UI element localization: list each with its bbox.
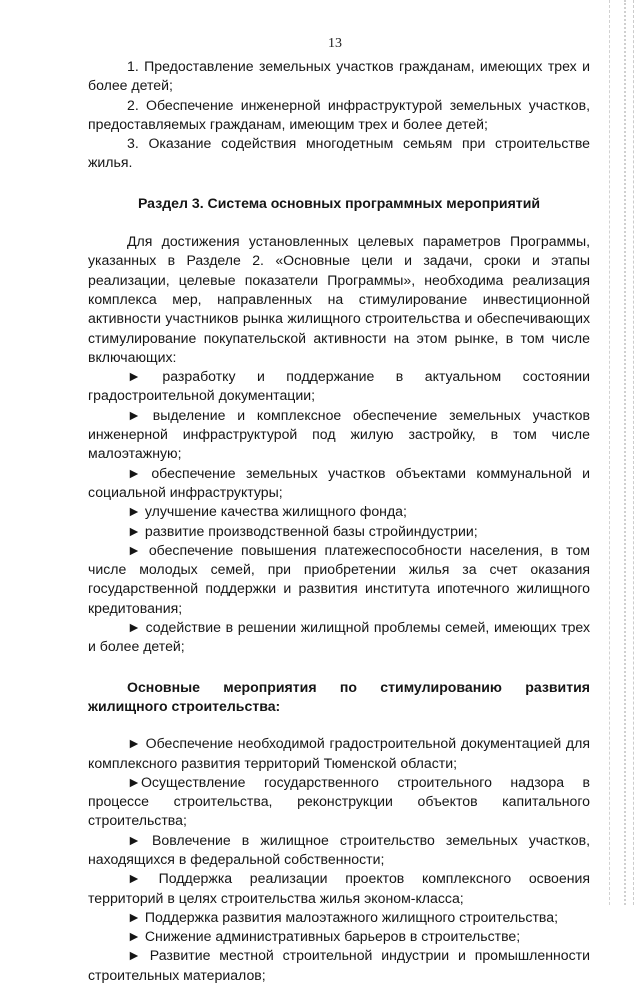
scan-edge-mark [609,0,610,905]
activity-item: ► Развитие местной строительной индустрии и промышленности строительных материалов; [88,947,590,983]
activity-item: ► Снижение административных барьеров в строительстве; [127,928,521,945]
intro-item: 3. Оказание содействия многодетным семьям при строительстве жилья. [88,135,590,171]
scan-edge-mark [624,0,626,905]
activity-item: ► Поддержка реализации проектов комплексного освоения территорий в целях строительства жилья эконом-класса; [88,870,590,906]
activity-item: ► Обеспечение необходимой градостроительной документацией для комплексного развития территорий Тюменской области; [88,735,590,771]
measure-item: ► содействие в решении жилищной проблемы семей, имеющих трех и более детей; [88,619,590,655]
section-title: Раздел 3. Система основных программных мероприятий [137,194,541,211]
activity-item: ► Вовлечение в жилищное строительство земельных участков, находящихся в федеральной собственности; [88,831,590,867]
intro-item: 1. Предоставление земельных участков гражданам, имеющих трех и более детей; [88,58,590,94]
measure-item: ► выделение и комплексное обеспечение земельных участков инженерной инфраструктурой под жилую застройку, в том числе малоэтажную; [88,406,590,462]
measure-item: ► улучшение качества жилищного фонда; [127,503,407,520]
measure-item: ► развитие производственной базы стройиндустрии; [127,522,478,539]
section-intro: Для достижения установленных целевых параметров Программы, указанных в Разделе 2. «Основные цели и задачи, сроки и этапы реализации, целевые показатели Программы», необходима реализация комплекса мер, направленных на стимулирование инвестиционной активности участников рынка жилищного строительства и обеспечивающих стимулирование покупательской активности на этом рынке, в том числе включающих: [88,233,590,365]
measure-item: ► разработку и поддержание в актуальном состоянии градостроительной документации; [88,368,590,404]
activity-item: ►Осуществление государственного строительного надзора в процессе строительства, реконструкции объектов капитального строительства; [88,773,590,829]
subsection-title: Основные мероприятия по стимулированию развития жилищного строительства: [88,678,590,714]
scan-edge-mark [633,0,634,905]
activity-item: ► Поддержка развития малоэтажного жилищного строительства; [127,908,558,925]
page-number: 13 [328,36,342,51]
measure-item: ► обеспечение повышения платежеспособности населения, в том числе молодых семей, при приобретении жилья за счет оказания государственной поддержки и развития института ипотечного жилищного кредитования; [88,541,590,616]
measure-item: ► обеспечение земельных участков объектами коммунальной и социальной инфраструктуры; [88,464,590,500]
intro-item: 2. Обеспечение инженерной инфраструктурой земельных участков, предоставляемых гражданам, имеющим трех и более детей; [88,96,590,132]
document-body [88,57,590,985]
